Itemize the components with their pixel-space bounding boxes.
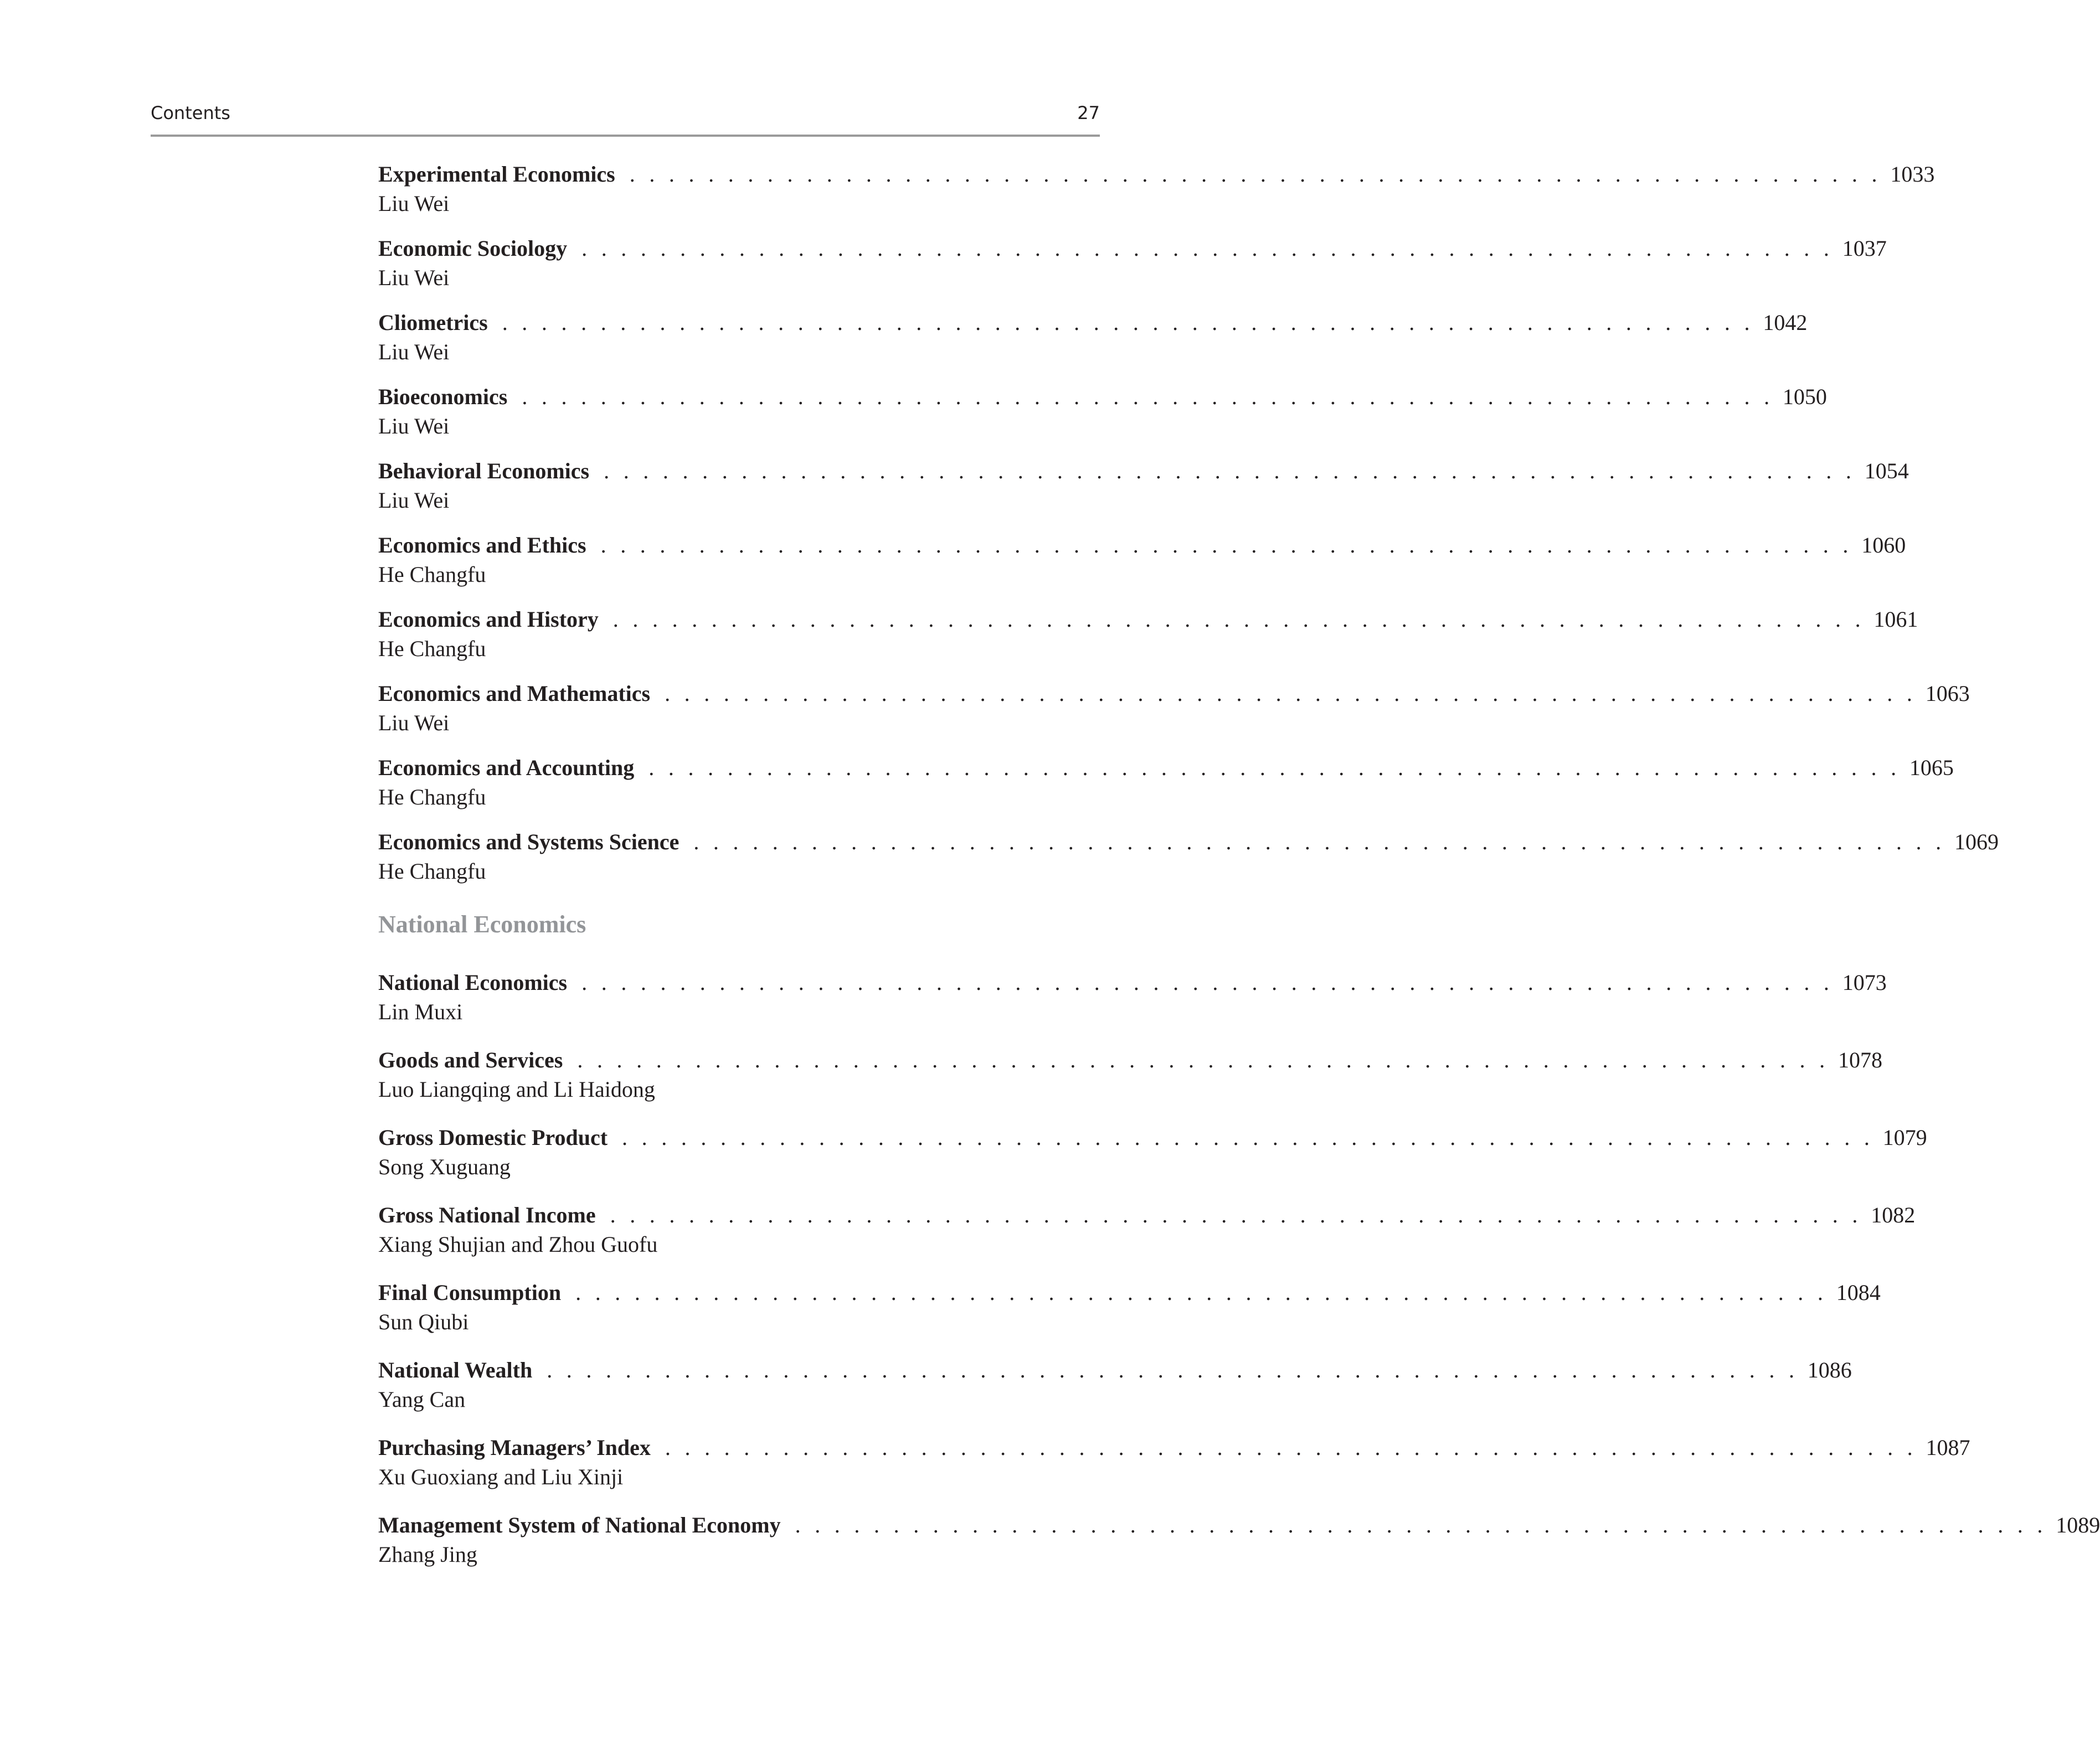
toc-entry-author: Luo Liangqing and Li Haidong [378,1077,655,1102]
toc-entry-title: Purchasing Managers’ Index [378,1435,651,1460]
dot-leader: . . . . . . . . . . . . . . . . . . . . . . . . . . . . . . . . . . . . . . . . . . . . . . . . . . . . . . . . . . . . . . . . [665,1435,1917,1460]
toc-entry-page: 1037 [1842,236,1887,261]
toc-entry-page: 1069 [1954,829,1999,854]
toc-entry-title-row [378,1123,1927,1152]
toc-entry-author: Liu Wei [378,191,450,216]
dot-leader: . . . . . . . . . . . . . . . . . . . . . . . . . . . . . . . . . . . . . . . . . . . . . . . . . . . . . . . . . . . . . . . . [610,1203,1862,1227]
page-number: 27 [1077,102,1100,123]
dot-leader: . . . . . . . . . . . . . . . . . . . . . . . . . . . . . . . . . . . . . . . . . . . . . . . . . . . . . . . . . . . . . . . . [665,681,1917,706]
toc-entry-title: Economics and Systems Science [378,829,680,854]
toc-entry-title-row [378,679,1970,708]
toc-entry-title-row [378,753,1954,782]
toc-entry-page: 1078 [1837,1047,1882,1072]
toc-entry-page: 1063 [1925,681,1970,706]
toc-entry-title: Behavioral Economics [378,458,590,483]
table-of-contents [378,159,2100,1569]
toc-section-national-economics [378,968,2100,1569]
toc-entry-title-row [378,827,1999,856]
toc-entry-page: 1089 [2056,1513,2100,1537]
toc-entry-title-row [378,1200,1916,1230]
toc-entry[interactable] [378,827,1999,886]
dot-leader: . . . . . . . . . . . . . . . . . . . . . . . . . . . . . . . . . . . . . . . . . . . . . . . . . . . . . . . . . . . . . . . . [622,1125,1874,1150]
toc-entry-title-row [378,1433,1970,1462]
toc-entry-author: Song Xuguang [378,1154,511,1179]
toc-entry-page: 1042 [1763,310,1808,335]
dot-leader: . . . . . . . . . . . . . . . . . . . . . . . . . . . . . . . . . . . . . . . . . . . . . . . . . . . . . . . . . . . . . . . . [522,384,1774,409]
running-head [151,100,1100,127]
toc-entry[interactable] [378,1355,1852,1414]
toc-entry-author: Liu Wei [378,488,450,513]
dot-leader: . . . . . . . . . . . . . . . . . . . . . . . . . . . . . . . . . . . . . . . . . . . . . . . . . . . . . . . . . . . . . . . . [600,533,1853,558]
toc-entry-page: 1082 [1871,1203,1916,1227]
toc-entry-page: 1060 [1861,533,1906,558]
dot-leader: . . . . . . . . . . . . . . . . . . . . . . . . . . . . . . . . . . . . . . . . . . . . . . . . . . . . . . . . . . . . . . . . [693,829,1945,854]
dot-leader: . . . . . . . . . . . . . . . . . . . . . . . . . . . . . . . . . . . . . . . . . . . . . . . . . . . . . . . . . . . . . . . . [612,607,1865,632]
toc-entry-author: Liu Wei [378,339,450,364]
toc-entry-title: Bioeconomics [378,384,508,409]
toc-entry-page: 1054 [1864,458,1909,483]
dot-leader: . . . . . . . . . . . . . . . . . . . . . . . . . . . . . . . . . . . . . . . . . . . . . . . . . . . . . . . . . . . . . . . . [629,162,1882,187]
toc-entry[interactable] [378,968,1887,1026]
toc-entry-title-row [378,1355,1852,1385]
toc-entry-page: 1073 [1842,970,1887,995]
dot-leader: . . . . . . . . . . . . . . . . . . . . . . . . . . . . . . . . . . . . . . . . . . . . . . . . . . . . . . . . . . . . . . . . [502,310,1754,335]
toc-entry-author: Lin Muxi [378,999,463,1024]
toc-entry[interactable] [378,1200,1916,1259]
dot-leader: . . . . . . . . . . . . . . . . . . . . . . . . . . . . . . . . . . . . . . . . . . . . . . . . . . . . . . . . . . . . . . . . [795,1513,2047,1537]
dot-leader: . . . . . . . . . . . . . . . . . . . . . . . . . . . . . . . . . . . . . . . . . . . . . . . . . . . . . . . . . . . . . . . . [648,755,1901,780]
toc-entry-title: Economics and Accounting [378,755,635,780]
toc-entry-title: Gross Domestic Product [378,1125,608,1150]
toc-entry[interactable] [378,159,1935,218]
toc-entry-title: Management System of National Economy [378,1513,781,1537]
toc-entry-author: He Changfu [378,785,486,809]
toc-entry-author: Zhang Jing [378,1542,477,1567]
dot-leader: . . . . . . . . . . . . . . . . . . . . . . . . . . . . . . . . . . . . . . . . . . . . . . . . . . . . . . . . . . . . . . . . [604,458,1856,483]
toc-entry-title: Gross National Income [378,1203,596,1227]
toc-entry-author: Liu Wei [378,414,450,438]
toc-entry-title: Goods and Services [378,1047,563,1072]
toc-entry-page: 1061 [1873,607,1918,632]
toc-entry-author: Liu Wei [378,265,450,290]
toc-entry-title: National Economics [378,970,568,995]
section-heading: National Economics [378,911,586,938]
toc-entry-title-row [378,159,1935,189]
toc-entry-title-row [378,456,1909,486]
toc-entry-title-row [378,308,1808,337]
toc-entry-title-row [378,605,1918,634]
toc-entry-page: 1033 [1890,162,1935,187]
toc-entry[interactable] [378,1045,1882,1104]
toc-entry[interactable] [378,605,1918,663]
toc-entry-author: He Changfu [378,562,486,587]
toc-entry[interactable] [378,1123,1927,1181]
toc-entry-title: Final Consumption [378,1280,562,1305]
header-rule [151,135,1100,137]
toc-entry-page: 1050 [1782,384,1827,409]
toc-entry[interactable] [378,679,1970,737]
running-title: Contents [151,102,230,123]
dot-leader: . . . . . . . . . . . . . . . . . . . . . . . . . . . . . . . . . . . . . . . . . . . . . . . . . . . . . . . . . . . . . . . . [581,970,1834,995]
toc-entry-author: Sun Qiubi [378,1309,469,1334]
toc-entry[interactable] [378,753,1954,812]
dot-leader: . . . . . . . . . . . . . . . . . . . . . . . . . . . . . . . . . . . . . . . . . . . . . . . . . . . . . . . . . . . . . . . . [547,1358,1799,1382]
toc-entry-page: 1084 [1836,1280,1881,1305]
toc-entry[interactable] [378,456,1909,515]
toc-entry-title: National Wealth [378,1358,533,1382]
toc-entry-title-row [378,1045,1882,1075]
toc-entry[interactable] [378,234,1887,292]
toc-entry-title-row [378,968,1887,997]
toc-entry[interactable] [378,382,1827,441]
toc-entry-author: Xu Guoxiang and Liu Xinji [378,1464,624,1489]
toc-entry-title-row [378,530,1906,560]
toc-entry-author: Yang Can [378,1387,466,1412]
toc-entry-title: Economic Sociology [378,236,568,261]
toc-entry-title: Economics and History [378,607,599,632]
toc-entry[interactable] [378,308,1808,367]
toc-entry-title-row [378,382,1827,411]
toc-entry-title-row [378,234,1887,263]
dot-leader: . . . . . . . . . . . . . . . . . . . . . . . . . . . . . . . . . . . . . . . . . . . . . . . . . . . . . . . . . . . . . . . . [577,1047,1829,1072]
toc-entry[interactable] [378,1433,1970,1492]
toc-entry-title: Economics and Ethics [378,533,586,558]
toc-entry-title: Economics and Mathematics [378,681,651,706]
toc-entry[interactable] [378,1510,2100,1569]
toc-entry-page: 1079 [1882,1125,1927,1150]
toc-entry-page: 1065 [1909,755,1954,780]
toc-entry[interactable] [378,1278,1881,1336]
toc-entry-title: Cliometrics [378,310,488,335]
dot-leader: . . . . . . . . . . . . . . . . . . . . . . . . . . . . . . . . . . . . . . . . . . . . . . . . . . . . . . . . . . . . . . . . [575,1280,1828,1305]
toc-entry-page: 1087 [1926,1435,1970,1460]
toc-entry-author: Liu Wei [378,710,450,735]
toc-entry-page: 1086 [1807,1358,1852,1382]
toc-entry-title-row [378,1278,1881,1307]
toc-entry-author: Xiang Shujian and Zhou Guofu [378,1232,658,1257]
toc-entry-title: Experimental Economics [378,162,615,187]
toc-entry[interactable] [378,530,1906,589]
toc-entry-author: He Changfu [378,636,486,661]
toc-section-economics-relations [378,159,1999,886]
dot-leader: . . . . . . . . . . . . . . . . . . . . . . . . . . . . . . . . . . . . . . . . . . . . . . . . . . . . . . . . . . . . . . . . [581,236,1834,261]
toc-entry-author: He Changfu [378,859,486,884]
toc-entry-title-row [378,1510,2100,1540]
